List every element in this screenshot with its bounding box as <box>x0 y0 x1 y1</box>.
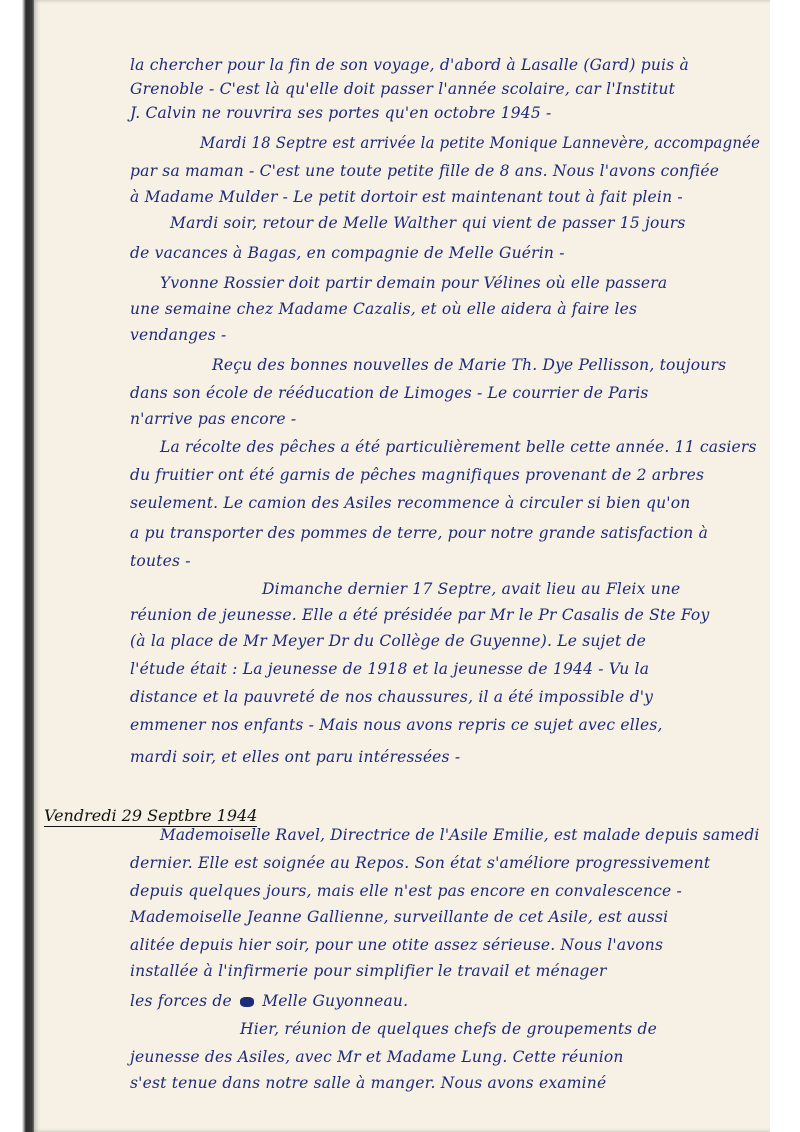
handwritten-line: par sa maman - C'est une toute petite fille de 8 ans. Nous l'avons confiée <box>130 162 720 180</box>
page-margin <box>770 0 800 1132</box>
handwritten-line: dernier. Elle est soignée au Repos. Son état s'améliore progressivement <box>130 854 711 872</box>
handwritten-line: Mademoiselle Jeanne Gallienne, surveillante de cet Asile, est aussi <box>130 908 669 926</box>
handwritten-fragment: Melle Guyonneau. <box>262 992 409 1010</box>
handwritten-line: Mardi soir, retour de Melle Walther qui vient de passer 15 jours <box>170 214 686 232</box>
handwritten-line: la chercher pour la fin de son voyage, d'abord à Lasalle (Gard) puis à <box>130 56 689 74</box>
entry-date-heading: Vendredi 29 Septbre 1944 <box>44 806 258 825</box>
handwritten-line: alitée depuis hier soir, pour une otite assez sérieuse. Nous l'avons <box>130 936 664 954</box>
handwritten-line <box>130 992 408 1010</box>
handwritten-line: Dimanche dernier 17 Septre, avait lieu au Fleix une <box>262 580 681 598</box>
ink-blot <box>240 997 254 1007</box>
handwritten-line: une semaine chez Madame Cazalis, et où elle aidera à faire les <box>130 300 638 318</box>
handwritten-line: s'est tenue dans notre salle à manger. Nous avons examiné <box>130 1074 607 1092</box>
handwritten-line: (à la place de Mr Meyer Dr du Collège de Guyenne). Le sujet de <box>130 632 646 650</box>
handwritten-line: de vacances à Bagas, en compagnie de Melle Guérin - <box>130 244 565 262</box>
handwritten-line: mardi soir, et elles ont paru intéressées - <box>130 748 461 766</box>
handwritten-line: a pu transporter des pommes de terre, pour notre grande satisfaction à <box>130 524 709 542</box>
handwritten-line: seulement. Le camion des Asiles recommence à circuler si bien qu'on <box>130 494 691 512</box>
handwritten-line: Hier, réunion de quelques chefs de groupements de <box>240 1020 658 1038</box>
handwritten-line: dans son école de rééducation de Limoges - Le courrier de Paris <box>130 384 649 402</box>
handwritten-line: emmener nos enfants - Mais nous avons repris ce sujet avec elles, <box>130 716 663 734</box>
handwritten-line: l'étude était : La jeunesse de 1918 et la jeunesse de 1944 - Vu la <box>130 660 650 678</box>
handwritten-line: Reçu des bonnes nouvelles de Marie Th. Dye Pellisson, toujours <box>212 356 727 374</box>
handwritten-line: Grenoble - C'est là qu'elle doit passer l'année scolaire, car l'Institut <box>130 80 676 98</box>
handwritten-fragment: les forces de <box>130 992 232 1010</box>
handwritten-line: du fruitier ont été garnis de pêches magnifiques provenant de 2 arbres <box>130 466 705 484</box>
handwritten-line: toutes - <box>130 552 191 570</box>
handwritten-line: à Madame Mulder - Le petit dortoir est maintenant tout à fait plein - <box>130 188 683 206</box>
handwritten-line: distance et la pauvreté de nos chaussures, il a été impossible d'y <box>130 688 654 706</box>
handwritten-line: réunion de jeunesse. Elle a été présidée par Mr le Pr Casalis de Ste Foy <box>130 606 710 624</box>
handwritten-line: Mademoiselle Ravel, Directrice de l'Asile Emilie, est malade depuis samedi <box>160 826 760 844</box>
handwritten-line: depuis quelques jours, mais elle n'est pas encore en convalescence - <box>130 882 682 900</box>
handwritten-line: n'arrive pas encore - <box>130 410 297 428</box>
handwritten-line: J. Calvin ne rouvrira ses portes qu'en octobre 1945 - <box>130 104 552 122</box>
handwritten-line: jeunesse des Asiles, avec Mr et Madame Lung. Cette réunion <box>130 1048 624 1066</box>
handwritten-line: Yvonne Rossier doit partir demain pour Vélines où elle passera <box>160 274 668 292</box>
handwritten-line: Mardi 18 Septre est arrivée la petite Monique Lannevère, accompagnée <box>200 134 761 152</box>
handwritten-line: La récolte des pêches a été particulièrement belle cette année. 11 casiers <box>160 438 757 456</box>
handwritten-line: vendanges - <box>130 326 227 344</box>
handwritten-line: installée à l'infirmerie pour simplifier le travail et ménager <box>130 962 607 980</box>
book-binding <box>0 0 38 1132</box>
